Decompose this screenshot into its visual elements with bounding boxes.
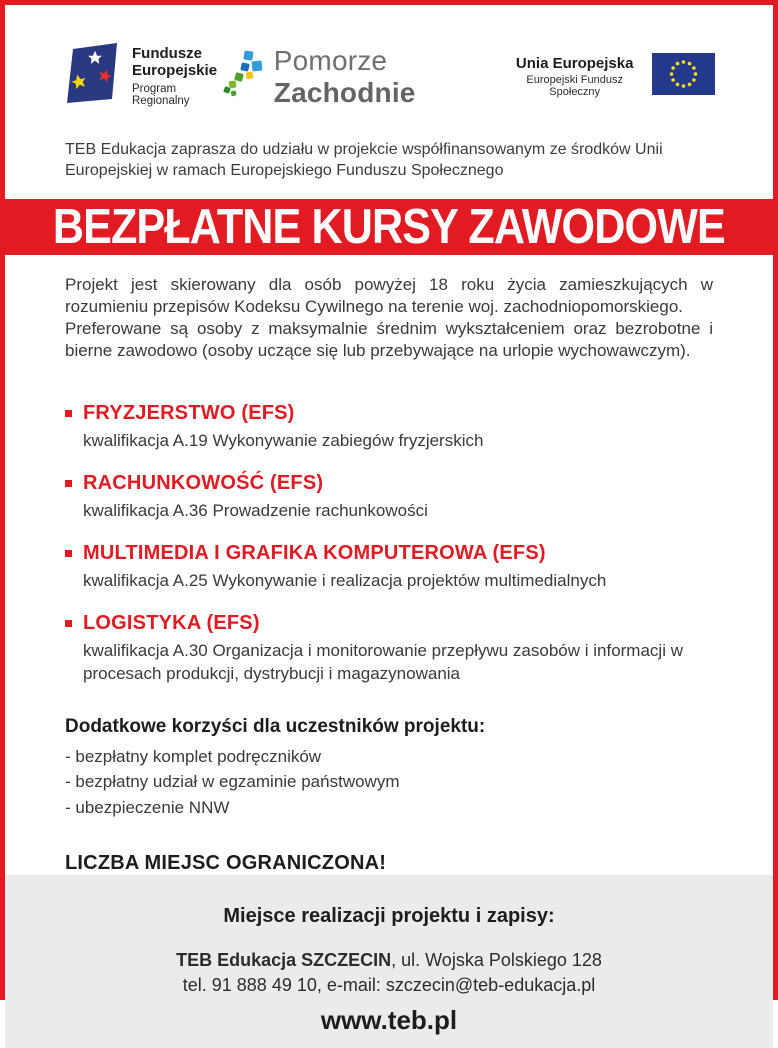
pomorze-mosaic-icon (222, 49, 264, 104)
benefits-section (65, 716, 713, 821)
logo-unia-europejska (509, 53, 715, 100)
fundusze-line3: Program Regionalny (132, 82, 190, 107)
description-para1: Projekt jest skierowany dla osób powyżej 18 roku życia zamieszkujących w rozumieniu przepisów Kodeksu Cywilnego na terenie woj. zachodniopomorskiego. (65, 274, 713, 316)
page-title: BEZPŁATNE KURSY ZAWODOWE (52, 199, 725, 254)
benefits-heading: Dodatkowe korzyści dla uczestników projektu: (65, 715, 486, 737)
footer-org-name: TEB Edukacja SZCZECIN (176, 950, 392, 971)
course-title: MULTIMEDIA I GRAFIKA KOMPUTEROWA (EFS) (83, 541, 546, 564)
footer-website: www.teb.pl (320, 1005, 458, 1036)
fe-flag-stars-icon (65, 43, 121, 110)
logo-pomorze-text (274, 45, 510, 109)
red-square-bullet-icon (65, 550, 72, 557)
eu-flag-icon (652, 53, 715, 100)
course-title: LOGISTYKA (EFS) (83, 611, 260, 634)
course-description: kwalifikacja A.30 Organizacja i monitorowanie przepływu zasobów i informacji w procesach produkcji, dystrybucji i magazynowania (83, 640, 683, 683)
list-item (65, 542, 713, 593)
benefit-item: - ubezpieczenie NNW (65, 797, 230, 817)
pomorze-word1: Pomorze (273, 44, 388, 76)
project-description (65, 274, 713, 362)
header-logos (5, 5, 773, 110)
footer-address-line (25, 950, 753, 971)
red-square-bullet-icon (65, 410, 72, 417)
pomorze-word2: Zachodnie (273, 76, 416, 108)
course-description: kwalifikacja A.25 Wykonywanie i realizacja projektów multimedialnych (83, 570, 607, 590)
list-item (65, 472, 713, 523)
fundusze-line2: Europejskie (132, 62, 218, 79)
title-banner (5, 199, 773, 255)
footer-address-rest: , ul. Wojska Polskiego 128 (391, 950, 602, 971)
course-title: RACHUNKOWOŚĆ (EFS) (83, 471, 324, 494)
list-item (65, 612, 713, 686)
benefit-item: - bezpłatny komplet podręczników (65, 746, 322, 766)
footer-heading: Miejsce realizacji projektu i zapisy: (223, 905, 555, 928)
red-square-bullet-icon (65, 620, 72, 627)
intro-text: TEB Edukacja zaprasza do udziału w projekcie współfinansowanym ze środków Unii Europejskiej w ramach Europejskiego Funduszu Społecznego (65, 141, 663, 179)
course-title: FRYZJERSTWO (EFS) (83, 401, 295, 424)
limited-seats-notice: LICZBA MIEJSC OGRANICZONA! (65, 852, 387, 875)
unia-line2: Europejski Fundusz Społeczny (526, 74, 623, 98)
logo-fundusze-text (132, 46, 222, 107)
course-description: kwalifikacja A.36 Prowadzenie rachunkowości (83, 500, 428, 520)
list-item (65, 402, 713, 453)
course-list (65, 402, 713, 686)
red-square-bullet-icon (65, 480, 72, 487)
benefits-list (65, 744, 713, 821)
main-content (5, 255, 773, 876)
benefit-item: - bezpłatny udział w egzaminie państwowym (65, 772, 400, 792)
logo-unia-text (509, 55, 640, 98)
description-para2: Preferowane są osoby z maksymalnie średnim wykształceniem oraz bezrobotne i bierne zawodowo (osoby uczące się lub przebywające na urlopie wychowawczym). (65, 318, 713, 360)
footer-contact-line: tel. 91 888 49 10, e-mail: szczecin@teb-edukacja.pl (182, 975, 596, 996)
unia-line1: Unia Europejska (515, 55, 634, 72)
footer-contact-box (5, 875, 773, 1048)
fundusze-line1: Fundusze (132, 45, 202, 63)
logo-pomorze-zachodnie (222, 45, 510, 109)
course-description: kwalifikacja A.19 Wykonywanie zabiegów fryzjerskich (83, 430, 484, 450)
logo-fundusze-europejskie (65, 43, 222, 110)
